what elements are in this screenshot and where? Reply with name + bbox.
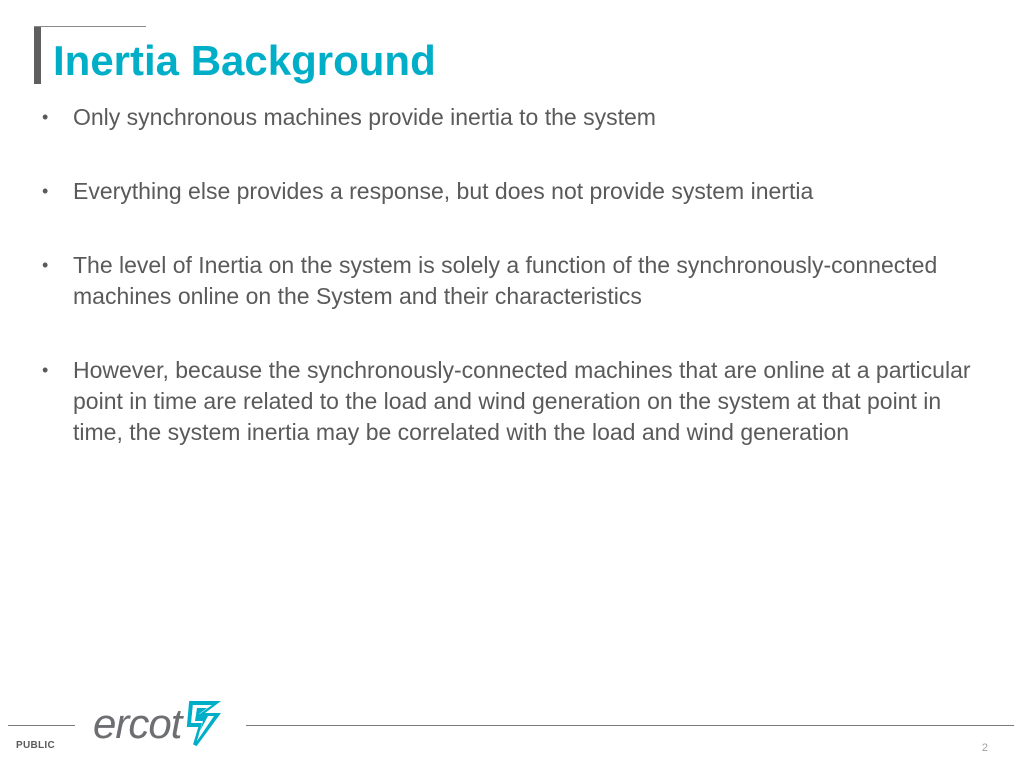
bullet-text: Everything else provides a response, but does not provide system inertia (73, 178, 814, 204)
bullet-dot-icon: • (42, 255, 49, 275)
logo-wordmark: ercot (93, 700, 182, 747)
bullet-item (40, 355, 980, 448)
ercot-lightning-star-icon (185, 699, 221, 749)
bullet-text: However, because the synchronously-connected machines that are online at a particular point in time are related to the load and wind generation on the system at that point in time, the system inertia may be correlated with the load and wind generation (73, 357, 971, 445)
slide-title: Inertia Background (53, 37, 436, 84)
classification-label: PUBLIC (16, 740, 56, 751)
ercot-logo (93, 696, 221, 752)
bullet-item (40, 176, 980, 207)
bullet-item (40, 250, 980, 312)
footer-rule-left (8, 725, 75, 726)
footer-rule-right (246, 725, 1014, 726)
title-top-rule (34, 26, 146, 27)
bullet-text: Only synchronous machines provide inertia to the system (73, 104, 656, 130)
bullet-dot-icon: • (42, 181, 49, 201)
bullet-list (40, 102, 980, 448)
bullet-item (40, 102, 980, 133)
title-accent-bar (34, 27, 41, 84)
page-number: 2 (981, 742, 988, 754)
bullet-dot-icon: • (42, 107, 49, 127)
bullet-text: The level of Inertia on the system is solely a function of the synchronously-connected machines online on the System and their characteristics (73, 252, 938, 309)
bullet-dot-icon: • (42, 360, 49, 380)
